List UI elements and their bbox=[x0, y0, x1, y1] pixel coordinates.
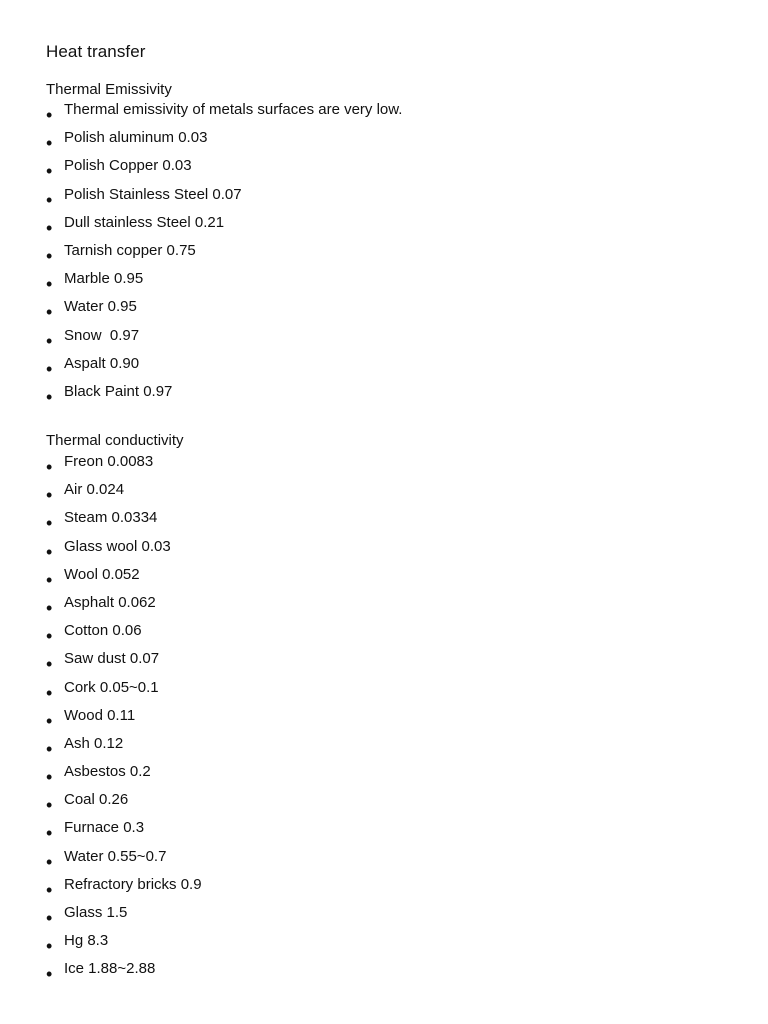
bullet-icon: • bbox=[46, 682, 53, 703]
list-item-text: Wood 0.11 bbox=[64, 706, 136, 724]
bullet-icon: • bbox=[46, 908, 53, 928]
list-item-text: Snow 0.97 bbox=[64, 326, 140, 344]
list-item-text: Coal 0.26 bbox=[64, 791, 129, 809]
bullet-icon: • bbox=[46, 245, 53, 266]
list-item-text: Tarnish copper 0.75 bbox=[64, 241, 196, 259]
list-item-text: Furnace 0.3 bbox=[64, 819, 145, 837]
list-item-text: Asphalt 0.062 bbox=[64, 593, 156, 611]
list-item-text: Water 0.95 bbox=[64, 298, 137, 316]
bullet-icon: • bbox=[46, 513, 53, 534]
list-item-text: Air 0.024 bbox=[64, 481, 125, 499]
bullet-icon: • bbox=[46, 767, 53, 788]
bullet-icon: • bbox=[46, 626, 53, 647]
list-item-text: Saw dust 0.07 bbox=[64, 650, 160, 668]
list-item-text: Wool 0.052 bbox=[64, 565, 140, 583]
list-item-text: Aspalt 0.90 bbox=[64, 354, 140, 372]
bullet-icon: • bbox=[46, 133, 53, 154]
bullet-icon: • bbox=[46, 654, 53, 675]
list-item-text: Polish aluminum 0.03 bbox=[64, 129, 208, 147]
bullet-icon: • bbox=[46, 217, 53, 238]
bullet-icon: • bbox=[46, 274, 53, 295]
list-item-text: Ice 1.88~2.88 bbox=[64, 960, 156, 978]
bullet-icon: • bbox=[46, 879, 53, 900]
list-item-text: Water 0.55~0.7 bbox=[64, 847, 167, 865]
list-item-text: Refractory bricks 0.9 bbox=[64, 875, 202, 893]
section-heading-thermal-emissivity: Thermal Emissivity bbox=[46, 81, 172, 98]
bullet-icon: • bbox=[46, 189, 53, 210]
page-title: Heat transfer bbox=[46, 42, 146, 61]
list-item-text: Steam 0.0334 bbox=[64, 509, 158, 527]
bullet-icon: • bbox=[46, 964, 53, 985]
list-item-text: Marble 0.95 bbox=[64, 270, 144, 288]
list-item-text: Black Paint 0.97 bbox=[64, 382, 173, 400]
bullet-icon: • bbox=[46, 485, 53, 506]
bullet-icon: • bbox=[46, 597, 53, 618]
list-item-text: Dull stainless Steel 0.21 bbox=[64, 213, 225, 231]
bullet-icon: • bbox=[46, 386, 53, 407]
bullet-icon: • bbox=[46, 105, 53, 125]
bullet-icon: • bbox=[46, 795, 53, 816]
bullet-icon: • bbox=[46, 457, 53, 477]
bullet-icon: • bbox=[46, 710, 53, 731]
list-item-text: Hg 8.3 bbox=[64, 932, 109, 950]
list-item-text: Thermal emissivity of metals surfaces are very low. bbox=[64, 101, 403, 118]
bullet-icon: • bbox=[46, 738, 53, 759]
section-heading-thermal-conductivity: Thermal conductivity bbox=[46, 432, 184, 449]
bullet-icon: • bbox=[46, 358, 53, 379]
bullet-icon: • bbox=[46, 851, 53, 872]
list-item-text: Ash 0.12 bbox=[64, 734, 124, 752]
list-item-text: Asbestos 0.2 bbox=[64, 763, 151, 781]
list-item-text: Polish Stainless Steel 0.07 bbox=[64, 185, 242, 203]
list-item-text: Cotton 0.06 bbox=[64, 622, 142, 640]
bullet-icon: • bbox=[46, 161, 53, 182]
bullet-icon: • bbox=[46, 330, 53, 351]
bullet-icon: • bbox=[46, 302, 53, 323]
bullet-icon: • bbox=[46, 936, 53, 957]
bullet-icon: • bbox=[46, 541, 53, 562]
bullet-icon: • bbox=[46, 823, 53, 844]
list-item-text: Glass wool 0.03 bbox=[64, 537, 171, 555]
bullet-icon: • bbox=[46, 569, 53, 590]
list-item-text: Polish Copper 0.03 bbox=[64, 157, 192, 175]
list-item-text: Freon 0.0083 bbox=[64, 453, 154, 470]
list-item-text: Cork 0.05~0.1 bbox=[64, 678, 159, 696]
list-item-text: Glass 1.5 bbox=[64, 904, 128, 921]
